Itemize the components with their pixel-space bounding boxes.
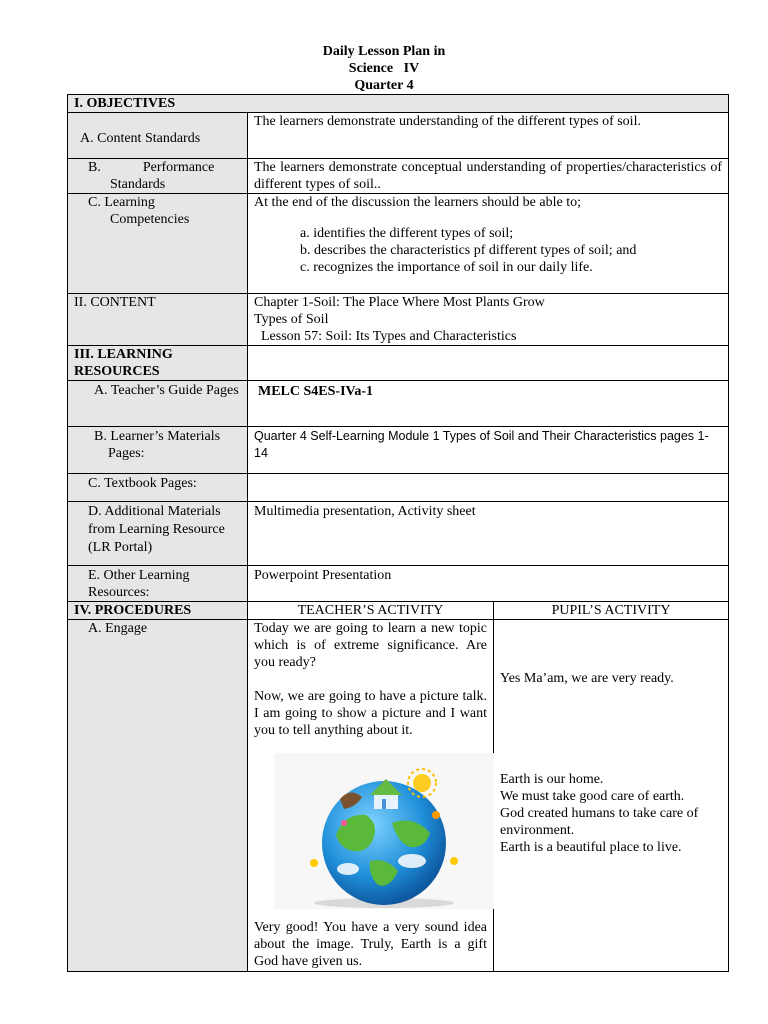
teachers-guide-row: [68, 381, 729, 427]
objectives-heading: I. OBJECTIVES: [68, 95, 729, 113]
pupil-responses: [500, 771, 722, 856]
list-item: Earth is a beautiful place to live.: [500, 840, 682, 855]
other-resources-value: Powerpoint Presentation: [248, 566, 729, 602]
document-title: [0, 43, 768, 94]
other-resources-label: E. Other Learning Resources:: [88, 568, 190, 600]
teacher-paragraph-2: Now, we are going to have a picture talk. I am going to show a picture and I want you to tell anything about it.: [254, 689, 487, 738]
earth-globe-image: [274, 753, 494, 909]
content-line-1: Chapter 1-Soil: The Place Where Most Plants Grow: [254, 295, 545, 310]
procedures-heading-row: [68, 602, 729, 620]
teacher-paragraph-1: Today we are going to learn a new topic which is of extreme significance. Are you ready?: [254, 621, 487, 670]
resources-heading-row: [68, 346, 729, 381]
content-line-2: Types of Soil: [254, 312, 329, 327]
performance-standards-text: The learners demonstrate conceptual understanding of properties/characteristics of different types of soil..: [248, 159, 729, 194]
competencies-row: [68, 194, 729, 294]
title-line-3: Quarter 4: [354, 78, 414, 93]
additional-materials-value: Multimedia presentation, Activity sheet: [248, 502, 729, 566]
title-line-1: Daily Lesson Plan in: [322, 44, 446, 59]
title-line-2: Science IV: [348, 61, 420, 76]
resources-heading: III. LEARNING RESOURCES: [68, 346, 248, 381]
list-item: b. describes the characteristics pf different types of soil; and: [300, 243, 637, 258]
other-resources-row: [68, 566, 729, 602]
content-row: [68, 294, 729, 346]
list-item: God created humans to take care of environment.: [500, 806, 699, 838]
list-item: a. identifies the different types of soil;: [300, 226, 514, 241]
content-line-3: Lesson 57: Soil: Its Types and Characteristics: [254, 329, 517, 344]
additional-materials-row: [68, 502, 729, 566]
textbook-label: C. Textbook Pages:: [88, 476, 197, 491]
pupil-activity-header: PUPIL’S ACTIVITY: [494, 602, 729, 620]
textbook-row: [68, 474, 729, 502]
engage-row: [68, 620, 729, 972]
learners-materials-row: [68, 427, 729, 474]
teachers-guide-value: MELC S4ES-IVa-1: [248, 381, 729, 427]
list-item: We must take good care of earth.: [500, 789, 685, 804]
lesson-plan-table: [67, 94, 729, 972]
content-label: II. CONTENT: [68, 294, 248, 346]
textbook-value: [248, 474, 729, 502]
content-standards-label: A. Content Standards: [80, 131, 201, 146]
additional-materials-label: D. Additional Materials from Learning Resource (LR Portal): [88, 504, 225, 555]
competencies-intro: At the end of the discussion the learners should be able to;: [254, 195, 581, 210]
competencies-label-line2: Competencies: [110, 212, 190, 227]
performance-label-line1: B. Performance: [88, 160, 215, 175]
list-item: c. recognizes the importance of soil in our daily life.: [300, 260, 593, 275]
objectives-heading-row: [68, 95, 729, 113]
learners-materials-value: Quarter 4 Self-Learning Module 1 Types of Soil and Their Characteristics pages 1-14: [248, 427, 729, 474]
competencies-label-line1: C. Learning: [88, 195, 155, 210]
list-item: Earth is our home.: [500, 772, 604, 787]
teachers-guide-label: A. Teacher’s Guide Pages: [94, 383, 239, 398]
performance-label-line2: Standards: [110, 177, 166, 192]
procedures-heading: IV. PROCEDURES: [68, 602, 248, 620]
teacher-paragraph-3: Very good! You have a very sound idea about the image. Truly, Earth is a gift God have given us.: [254, 920, 487, 969]
teacher-activity-header: TEACHER’S ACTIVITY: [248, 602, 494, 620]
content-standards-text: The learners demonstrate understanding of the different types of soil.: [248, 113, 729, 159]
pupil-response-1: Yes Ma’am, we are very ready.: [500, 671, 674, 686]
content-standards-row: [68, 113, 729, 159]
learners-materials-label: B. Learner’s Materials Pages:: [94, 429, 221, 461]
performance-standards-row: [68, 159, 729, 194]
engage-label: A. Engage: [88, 621, 148, 636]
earth-globe-illustration: [274, 753, 494, 909]
competencies-list: [300, 225, 722, 276]
